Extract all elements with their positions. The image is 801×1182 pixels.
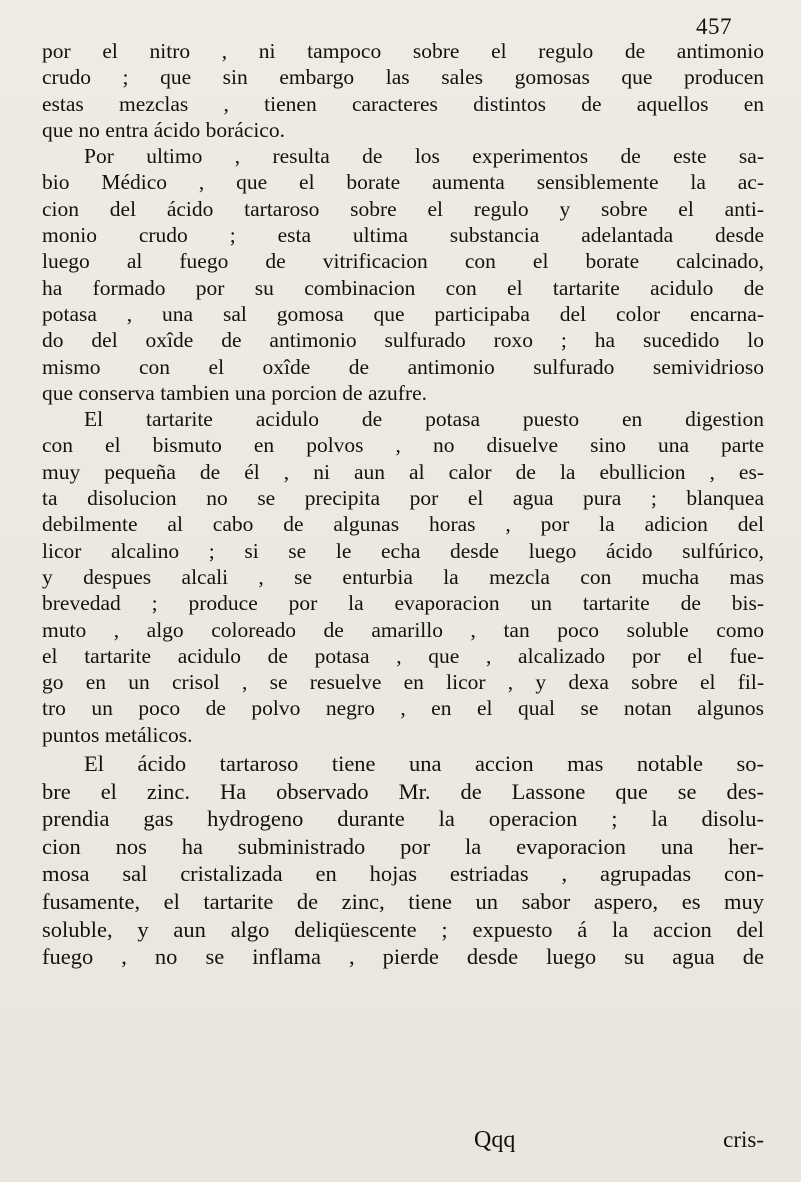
page-footer [42,1127,764,1157]
text-line: que no entra ácido borácico. [42,117,285,142]
text-line: fusamente, el tartarite de zinc, tiene un sabor aspero, es muy [42,888,764,914]
paragraph [42,750,764,971]
text-line: tro un poco de polvo negro , en el qual se notan algunos [42,696,764,721]
text-line: y despues alcali , se enturbia la mezcla con mucha mas [42,564,764,589]
text-line: por el nitro , ni tampoco sobre el regulo de antimonio [42,39,764,63]
text-line: luego al fuego de vitrificacion con el borate calcinado, [42,249,764,274]
paragraph [42,143,764,406]
body-text [42,38,764,971]
text-line: prendia gas hydrogeno durante la operacion ; la disolu- [42,806,764,832]
text-line: bio Médico , que el borate aumenta sensiblemente la ac- [42,170,764,195]
text-line: El ácido tartaroso tiene una accion mas notable so- [84,751,764,777]
text-line: potasa , una sal gomosa que participaba del color encarna- [42,301,764,326]
text-line: muto , algo coloreado de amarillo , tan poco soluble como [42,617,764,642]
text-line: cion del ácido tartaroso sobre el regulo y sobre el anti- [42,196,764,221]
page-number: 457 [696,14,732,39]
text-line: puntos metálicos. [42,722,193,747]
text-line: Por ultimo , resulta de los experimentos de este sa- [84,144,764,169]
text-line: con el bismuto en polvos , no disuelve sino una parte [42,433,764,458]
text-line: ta disolucion no se precipita por el agua pura ; blanquea [42,486,764,511]
text-line: mismo con el oxîde de antimonio sulfurado semividrioso [42,354,764,379]
signature-mark: Qqq [474,1127,516,1153]
text-line: do del oxîde de antimonio sulfurado roxo ; ha sucedido lo [42,328,764,353]
text-line: bre el zinc. Ha observado Mr. de Lassone que se des- [42,778,764,804]
paragraph [42,38,764,143]
text-line: brevedad ; produce por la evaporacion un tartarite de bis- [42,591,764,616]
text-line: muy pequeña de él , ni aun al calor de la ebullicion , es- [42,459,764,484]
text-line: soluble, y aun algo deliqüescente ; expuesto á la accion del [42,916,764,942]
text-line: el tartarite acidulo de potasa , que , alcalizado por el fue- [42,643,764,668]
text-line: licor alcalino ; si se le echa desde luego ácido sulfúrico, [42,538,764,563]
text-line: crudo ; que sin embargo las sales gomosas que producen [42,65,764,90]
text-line: cion nos ha subministrado por la evaporacion una her- [42,833,764,859]
catchword: cris- [723,1127,764,1152]
text-line: ha formado por su combinacion con el tartarite acidulo de [42,275,764,300]
paragraph [42,406,764,748]
text-line: debilmente al cabo de algunas horas , por la adicion del [42,512,764,537]
text-line: estas mezclas , tienen caracteres distintos de aquellos en [42,91,764,116]
text-line: que conserva tambien una porcion de azufre. [42,380,428,405]
text-line: go en un crisol , se resuelve en licor , y dexa sobre el fil- [42,670,764,695]
text-line: monio crudo ; esta ultima substancia adelantada desde [42,223,764,248]
text-line: mosa sal cristalizada en hojas estriadas , agrupadas con- [42,861,764,887]
text-line: El tartarite acidulo de potasa puesto en digestion [84,407,764,432]
text-line: fuego , no se inflama , pierde desde luego su agua de [42,944,764,970]
